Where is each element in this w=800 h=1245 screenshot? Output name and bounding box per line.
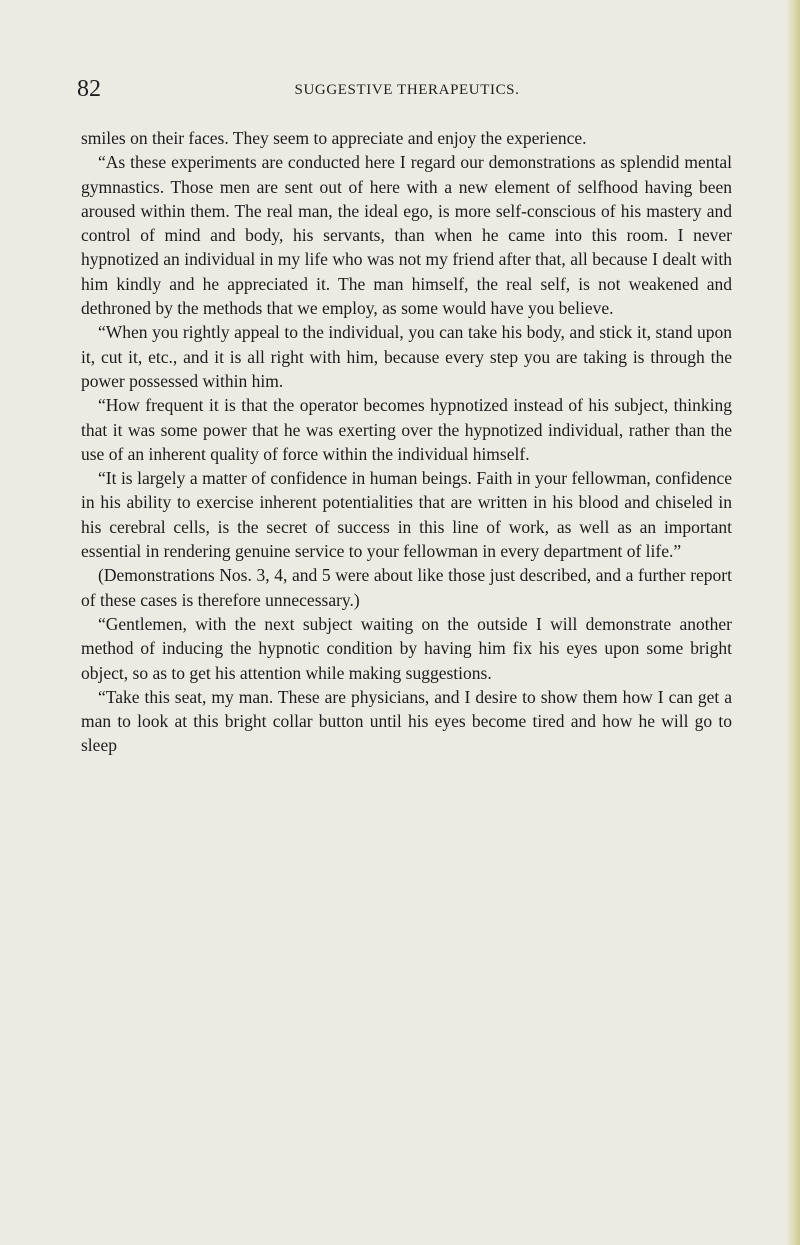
page-number: 82 [77, 76, 101, 102]
paragraph: “As these experiments are conducted here I regard our demonstrations as splendid mental gymnastics. Those men are sent out of here with a new element of selfhood having been aroused within them. The real man, the ideal ego, is more self-conscious of his mastery and control of mind and body, his servants, than when he came into this room. I never hypnotized an individual in my life who was not my friend after that, all because I dealt with him kindly and he appreciated it. The man himself, the real self, is not weakened and dethroned by the methods that we employ, as some would have you believe. [81, 152, 732, 319]
paragraph: smiles on their faces. They seem to appreciate and enjoy the experience. [81, 128, 587, 148]
paragraph: “It is largely a matter of confidence in human beings. Faith in your fellowman, confidence in his ability to exercise inherent potentialities that are written in his blood and chiseled in his cerebral cells, is the secret of success in this line of work, as well as an important essential in rendering genuine service to your fellowman in every department of life.” [81, 468, 732, 562]
body-text [81, 126, 732, 758]
paragraph: (Demonstrations Nos. 3, 4, and 5 were about like those just described, and a further report of these cases is therefore unnecessary.) [81, 565, 732, 610]
paragraph: “Gentlemen, with the next subject waiting on the outside I will demonstrate another method of inducing the hypnotic condition by having him fix his eyes upon some bright object, so as to get his attention while making suggestions. [81, 613, 732, 683]
paragraph: “Take this seat, my man. These are physicians, and I desire to show them how I can get a man to look at this bright collar button until his eyes become tired and how he will go to sleep [81, 686, 732, 756]
page-header [77, 74, 737, 104]
running-head: SUGGESTIVE THERAPEUTICS. [294, 82, 520, 98]
paragraph: “How frequent it is that the operator becomes hypnotized instead of his subject, thinking that it was some power that he was exerting over the hypnotized individual, rather than the use of an inherent quality of force within the individual himself. [81, 395, 732, 464]
paragraph: “When you rightly appeal to the individual, you can take his body, and stick it, stand upon it, cut it, etc., and it is all right with him, because every step you are taking is through the power possessed within him. [81, 322, 732, 391]
page-edge-shadow [786, 0, 800, 1245]
